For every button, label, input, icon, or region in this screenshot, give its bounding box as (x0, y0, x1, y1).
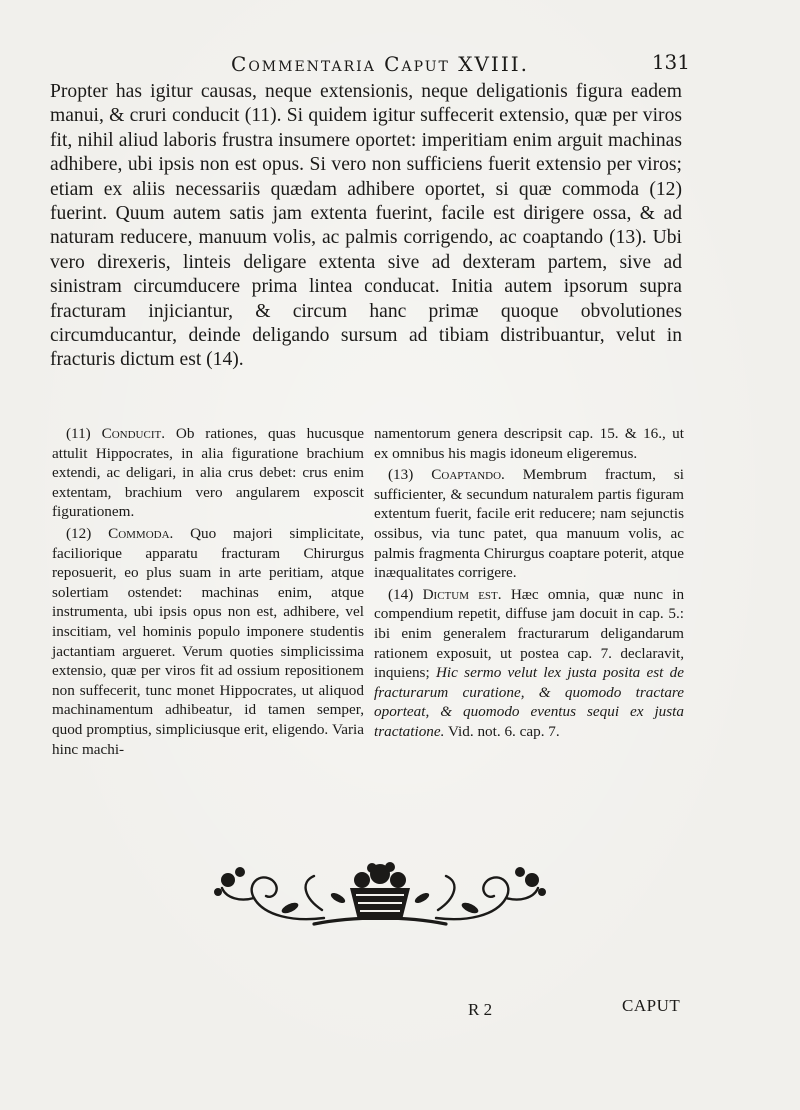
page-number: 131 (651, 50, 690, 74)
footnote-14 (374, 585, 684, 742)
footnote-lemma: Commoda. (108, 524, 174, 542)
footnote-column-left (52, 424, 364, 759)
footnote-13 (374, 465, 684, 583)
footnote-lemma: Coaptando. (431, 466, 505, 484)
main-text-paragraph: Propter has igitur causas, neque extensionis, neque deligationis figura eadem manui, & cruri conducit (11). Si quidem igitur suffecerit extensio, quæ per viros fit, nihil aliud laboris frustra insumere oportet: imperitiam enim arguit machinas adhibere, ubi ipsis non est opus. Si vero non sufficiens fuerit extensio per viros; etiam ex aliis necessariis quædam adhibere oportet, si quæ commoda (12) fuerint. Quum autem satis jam extenta fuerint, facile est dirigere ossa, & ad naturam reducere, manuum volis, ac palmis corrigendo, ac coaptando (13). Ubi vero direxeris, linteis deligare extenta sive ad dexteram partem, sive ad sinistram circumducere prima lintea conducat. Initia autem ipsorum supra fracturam injiciantur, & circum hanc primæ quoque obvolutiones circumducantur, deinde deligando sursum ad tibiam distribuantur, velut in fracturis dictum est (14). (50, 81, 682, 371)
footnote-column-right (374, 424, 684, 742)
footnote-lemma: Dictum est. (422, 585, 502, 603)
footnote-text: Ob rationes, quas hucusque attulit Hippocrates, in alia figuratione brachium extendi, ac deligari, in alia crus debet: crus enim extentam, brachium vero angularem exposcit figurationem. (52, 425, 365, 521)
footnote-reference: Vid. not. 6. cap. 7. (447, 722, 560, 740)
footnote-quote: Hic sermo velut lex justa posita est de fracturarum curatione, & quomodo tractare oporteat, & quomodo eventus sequi ex justa tractatione. (374, 664, 684, 740)
floral-basket-ornament-icon (204, 858, 556, 936)
running-title: Commentaria Caput XVIII. (231, 52, 529, 76)
footnote-columns (46, 424, 686, 834)
footnote-marker: (11) (66, 425, 91, 442)
footnote-marker: (13) (388, 466, 414, 484)
footnote-12-continuation: namentorum genera descripsit cap. 15. & 16., ut ex omnibus his magis idoneum eligeremus. (374, 425, 684, 462)
footnote-marker: (12) (66, 524, 92, 542)
footnote-lemma: Conducit. (101, 425, 166, 442)
footnote-text: Hæc omnia, quæ nunc in compendium repetit, diffuse jam docuit in cap. 5.: ibi enim generalem fracturarum deligandarum rationem exposuit, ut postea cap. 7. declaravit, inquiens; (374, 585, 685, 682)
footnote-text: Quo majori simplicitate, faciliorique apparatu fracturam Chirurgus reposuerit, eo plus suam in arte peritiam, atque solertiam ostendet: machinas enim, atque instrumenta, ubi ipsis opus non est, adhibere, vel inscitiam, vel hominis populo imponere studentis jactantiam argueret. Verum quoties simplicissima extensio, quæ per viros fit ad ossium repositionem non suffecerit, tunc monet Hippocrates, ut aliquod machinamentum adhibeatur, id tamen semper, quod promptius, simpliciusque erit, eligendo. Varia hinc machi- (52, 524, 365, 758)
signature-mark: R 2 (468, 1000, 493, 1019)
footnote-marker: (14) (388, 585, 414, 603)
footnote-text: Membrum fractum, si sufficienter, & secundum naturalem partis figuram extentum fuerit, facile erit reducere; nam sejunctis ossibus, via tunc patet, qua manuum volis, ac palmis fragmenta Chirurgus coaptare poterit, atque inæqualitates corrigere. (374, 466, 684, 582)
footnote-12 (52, 524, 364, 759)
catchword: CAPUT (622, 996, 681, 1015)
footnote-11 (52, 424, 364, 522)
